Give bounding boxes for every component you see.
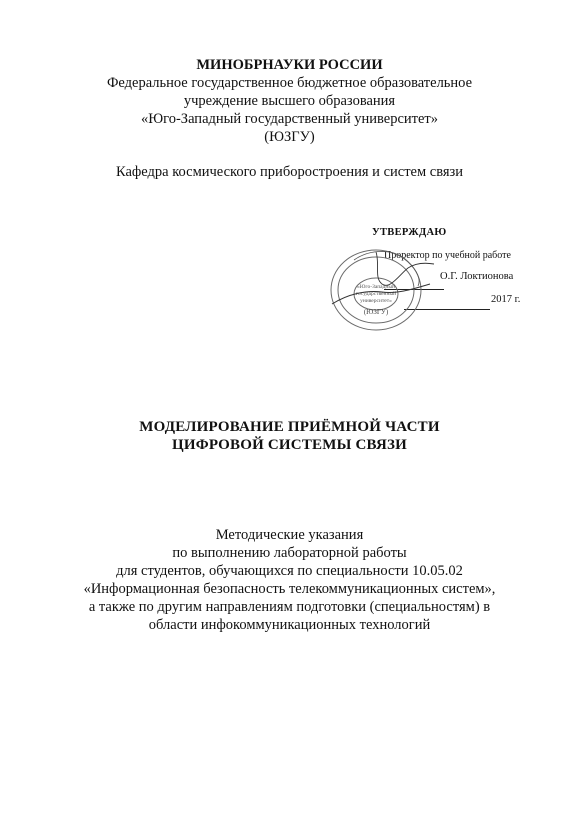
description-line-2: по выполнению лабораторной работы: [172, 545, 407, 561]
department-name: Кафедра космического приборостроения и систем связи: [115, 164, 464, 180]
svg-text:университет»: университет»: [360, 298, 392, 304]
svg-text:«Юго-Западный: «Юго-Западный: [357, 284, 395, 290]
description-line-5: а также по другим направлениям подготовки (специальностям) в: [88, 599, 491, 615]
description-line-1: Методические указания: [215, 527, 364, 543]
document-title-line-2: ЦИФРОВОЙ СИСТЕМЫ СВЯЗИ: [172, 437, 407, 453]
ministry-name: МИНОБРНАУКИ РОССИИ: [196, 57, 383, 73]
approval-title: УТВЕРЖДАЮ: [372, 227, 447, 238]
approval-position: Проректор по учебной работе: [384, 250, 511, 261]
institution-line-2: учреждение высшего образования: [183, 93, 396, 109]
description-line-6: области инфокоммуникационных технологий: [148, 617, 431, 633]
approval-year: 2017 г.: [491, 294, 521, 305]
description-line-4: «Информационная безопасность телекоммуникационных систем»,: [83, 581, 496, 597]
university-name: «Юго-Западный государственный университет»: [140, 111, 439, 127]
svg-text:(ЮЗГУ): (ЮЗГУ): [363, 308, 389, 316]
svg-text:государственный: государственный: [355, 291, 397, 297]
description-line-3: для студентов, обучающихся по специальности 10.05.02: [116, 563, 463, 579]
university-seal: [318, 244, 438, 336]
institution-line-1: Федеральное государственное бюджетное образовательное: [106, 75, 473, 91]
document-title-line-1: МОДЕЛИРОВАНИЕ ПРИЁМНОЙ ЧАСТИ: [139, 419, 440, 435]
approval-name: О.Г. Локтионова: [440, 271, 514, 282]
university-abbreviation: (ЮЗГУ): [264, 129, 315, 145]
